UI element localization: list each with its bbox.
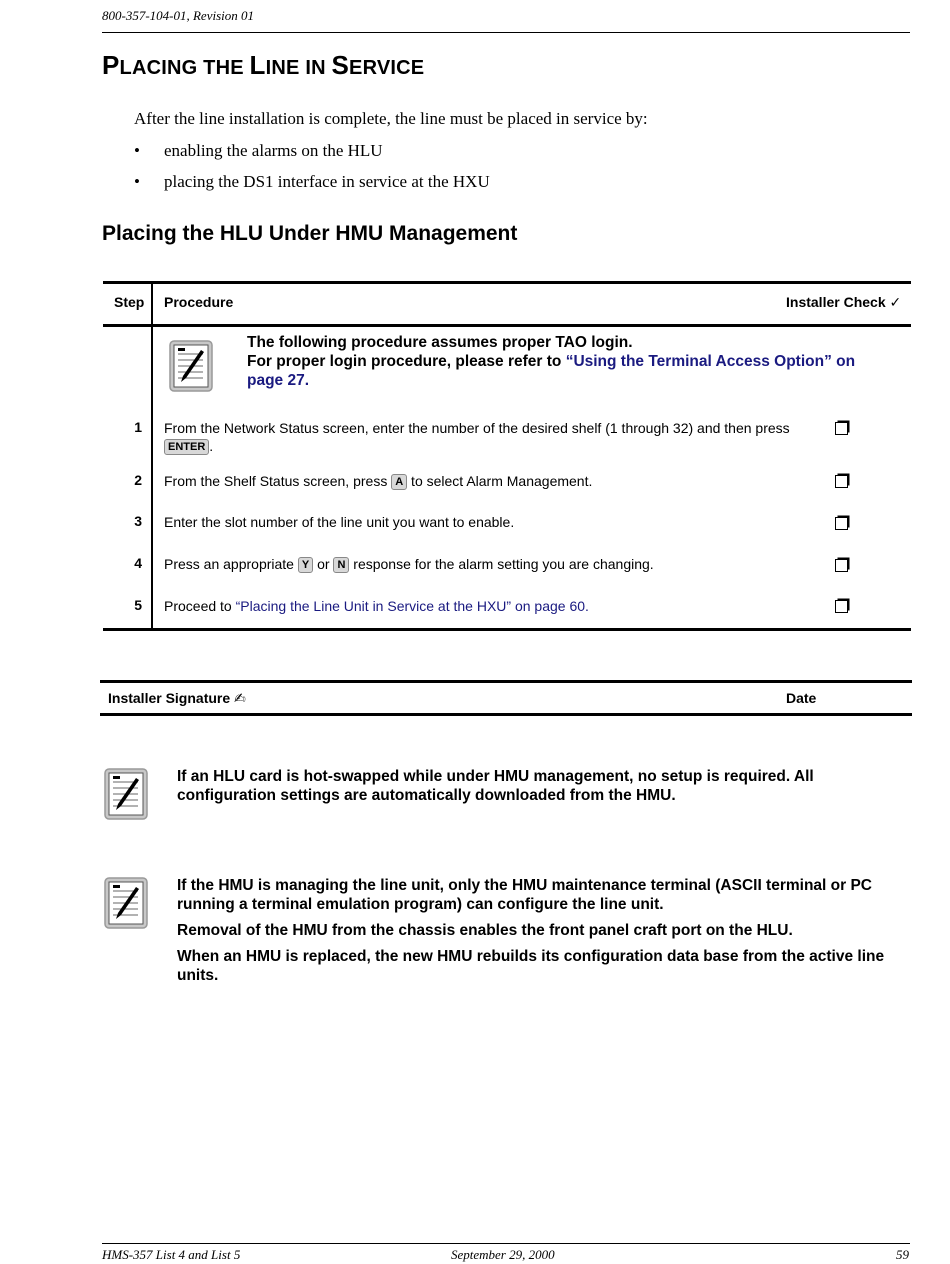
header-installer-check: Installer Check ✓ <box>786 294 902 310</box>
checkbox[interactable] <box>835 559 848 572</box>
checkbox[interactable] <box>835 422 848 435</box>
signature-bottom-rule <box>100 713 912 716</box>
step-text: Enter the slot number of the line unit you want to enable. <box>164 514 515 530</box>
footer-doc-title: HMS-357 List 4 and List 5 <box>102 1247 241 1262</box>
footer-date: September 29, 2000 <box>451 1247 555 1262</box>
installer-signature-label: Installer Signature ✍ <box>108 690 246 706</box>
step-text: From the Network Status screen, enter the number of the desired shelf (1 through 32) and then press ENTER . <box>164 420 790 454</box>
checkbox[interactable] <box>835 517 848 530</box>
key-a: A <box>391 474 407 490</box>
date-label: Date <box>786 690 817 706</box>
key-y: Y <box>298 557 313 573</box>
header-rule <box>102 32 910 33</box>
note-icon <box>104 877 148 929</box>
note-hot-swap: If an HLU card is hot-swapped while under HMU management, no setup is required. All configuration settings are automatically downloaded from the HMU. <box>177 768 814 804</box>
intro-text: After the line installation is complete, the line must be placed in service by: <box>134 109 648 128</box>
header-step: Step <box>114 294 145 310</box>
checkbox[interactable] <box>835 475 848 488</box>
checkbox[interactable] <box>835 600 848 613</box>
step-text: Press an appropriate Y or N response for the alarm setting you are changing. <box>164 556 654 572</box>
table-note: The following procedure assumes proper TAO login. For proper login procedure, please refer to “Using the Terminal Access Option” on page 27. <box>247 334 856 389</box>
link-placing-line-unit[interactable]: “Placing the Line Unit in Service at the HXU” on page 60 <box>235 598 586 614</box>
note-hmu-management: If the HMU is managing the line unit, only the HMU maintenance terminal (ASCII terminal or PC running a terminal emulation program) can configure the line unit. Removal of the HMU from the chassis enables the front panel craft port on the HLU. When an HMU is replaced, the new HMU rebuilds its configuration data base from the active line units. <box>177 877 885 984</box>
note-icon <box>104 768 148 820</box>
page-number: 59 <box>896 1247 909 1262</box>
bullet-item: • enabling the alarms on the HLU <box>134 141 383 160</box>
bullet-item: • placing the DS1 interface in service at the HXU <box>134 172 490 191</box>
table-column-rule <box>151 283 153 630</box>
header-procedure: Procedure <box>164 294 234 310</box>
key-enter: ENTER <box>164 439 209 455</box>
signature-top-rule <box>100 680 912 683</box>
table-header-rule <box>103 324 911 327</box>
document-id: 800-357-104-01, Revision 01 <box>102 8 255 23</box>
key-n: N <box>333 557 349 573</box>
step-number: 2 <box>134 472 142 488</box>
section-title: Placing the HLU Under HMU Management <box>102 222 518 245</box>
step-number: 3 <box>134 513 142 529</box>
step-number: 5 <box>134 597 142 613</box>
link-terminal-access-option[interactable]: “Using the Terminal Access Option” on page 27. <box>247 353 856 389</box>
page-title: PLACING THE LINE IN SERVICE <box>102 50 425 80</box>
step-text: From the Shelf Status screen, press A to select Alarm Management. <box>164 473 593 489</box>
step-number: 4 <box>134 555 142 571</box>
note-icon <box>169 340 213 392</box>
table-top-rule <box>103 281 911 284</box>
table-bottom-rule <box>103 628 911 631</box>
step-text: Proceed to “Placing the Line Unit in Service at the HXU” on page 60. <box>164 598 589 614</box>
footer-rule <box>102 1243 910 1244</box>
step-number: 1 <box>134 419 142 435</box>
